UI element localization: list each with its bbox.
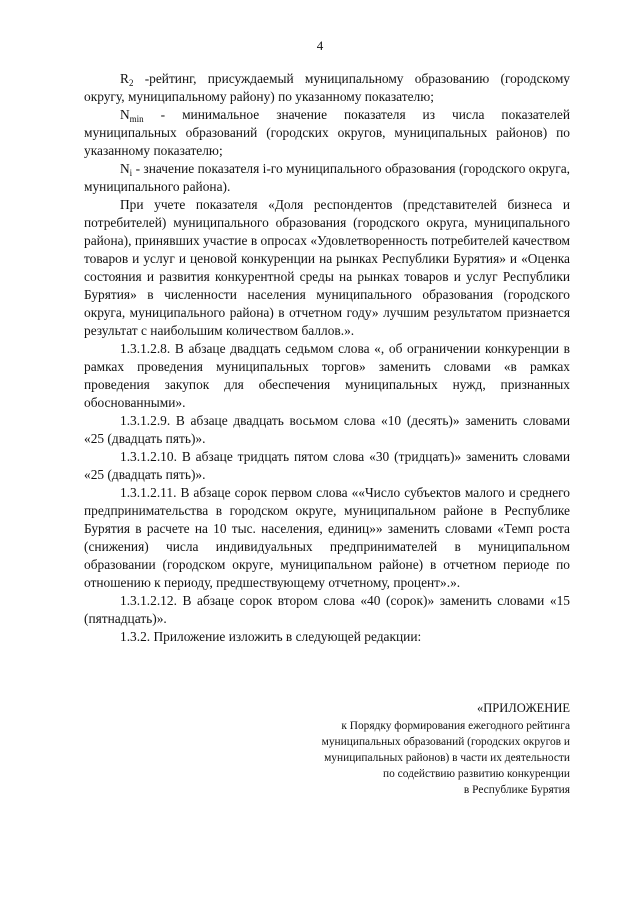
paragraph-text: - значение показателя i-го муниципального образования (городского округа, муниципального района). bbox=[84, 161, 570, 194]
appendix-header bbox=[270, 700, 570, 798]
paragraph-1-3-1-2-12: 1.3.1.2.12. В абзаце сорок втором слова «40 (сорок)» заменить словами «15 (пятнадцать)». bbox=[84, 593, 570, 626]
symbol-n: N bbox=[120, 107, 130, 122]
appendix-line: в Республике Бурятия bbox=[463, 784, 570, 796]
symbol-subscript: min bbox=[129, 114, 144, 124]
paragraph-1-3-1-2-11: 1.3.1.2.11. В абзаце сорок первом слова ««Число субъектов малого и среднего предпринимательства в городском округе, муниципальном районе в Республике Бурятия в расчете на 10 тыс. населения, единиц»» заменить словами «Темп роста (снижения) числа индивидуальных предпринимателей в муниципальном образовании (городском округе, муниципальном районе) в отчетном периоде по отношению к периоду, предшествующему отчетному, процент».». bbox=[84, 485, 570, 590]
appendix-line: муниципальных образований (городских округов и bbox=[321, 736, 570, 748]
symbol-subscript: i bbox=[129, 168, 133, 178]
symbol-r: R bbox=[120, 71, 129, 86]
paragraph-r2-definition bbox=[84, 70, 570, 106]
appendix-line: к Порядку формирования ежегодного рейтинга bbox=[341, 720, 570, 732]
paragraph-respondents-indicator: При учете показателя «Доля респондентов (представителей бизнеса и потребителей) муниципального образования (городского округа, муниципального района), принявших участие в опросах «Удовлетворенность потребителей качеством товаров и услуг и ценовой конкуренции на рынках Республики Бурятия» и «Оценка состояния и развития конкурентной среды на рынках товаров и услуг Республики Бурятия» в численности населения муниципального образования (городского округа, муниципального района) в отчетном году» лучшим результатом признается результат с наибольшим количеством баллов.». bbox=[84, 197, 570, 338]
paragraph-text: -рейтинг, присуждаемый муниципальному образованию (городскому округу, муниципальному району) по указанному показателю; bbox=[84, 71, 570, 104]
paragraph-1-3-1-2-8: 1.3.1.2.8. В абзаце двадцать седьмом слова «, об ограничении конкуренции в рамках проведения муниципальных торгов» заменить словами «в рамках проведения закупок для обеспечения муниципальных нужд, признанных обоснованными». bbox=[84, 341, 570, 410]
document-body bbox=[84, 70, 570, 646]
appendix-line: по содействию развитию конкуренции bbox=[383, 768, 570, 780]
appendix-title: «ПРИЛОЖЕНИЕ bbox=[477, 701, 570, 715]
appendix-line: муниципальных районов) в части их деятельности bbox=[324, 752, 570, 764]
page-number: 4 bbox=[316, 38, 324, 53]
paragraph-text: - минимальное значение показателя из числа показателей муниципальных образований (городских округов, муниципальных районов) по указанному показателю; bbox=[84, 107, 570, 158]
paragraph-ni-definition bbox=[84, 160, 570, 196]
paragraph-1-3-1-2-10: 1.3.1.2.10. В абзаце тридцать пятом слова «30 (тридцать)» заменить словами «25 (двадцать пять)». bbox=[84, 449, 570, 482]
paragraph-nmin-definition bbox=[84, 106, 570, 160]
symbol-subscript: 2 bbox=[128, 78, 134, 88]
paragraph-1-3-1-2-9: 1.3.1.2.9. В абзаце двадцать восьмом слова «10 (десять)» заменить словами «25 (двадцать пять)». bbox=[84, 413, 570, 446]
paragraph-1-3-2: 1.3.2. Приложение изложить в следующей редакции: bbox=[120, 629, 422, 644]
symbol-n: N bbox=[120, 161, 130, 176]
